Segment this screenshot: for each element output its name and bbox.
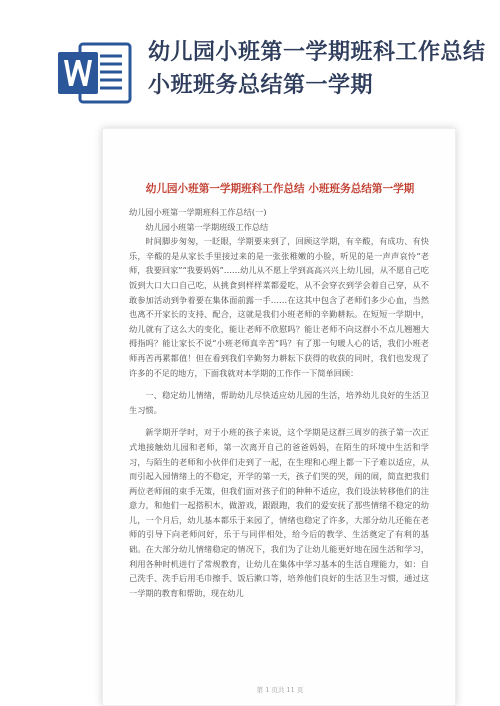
banner-title: 幼儿园小班第一学期班科工作总结小班班务总结第一学期 [148, 40, 486, 98]
paragraph-intro: 时间脚步匆匆，一眨眼，学期要来到了，回顾这学期，有辛酸，有成功、有快乐，辛酸的是从家长手里接过来的是一张张稚嫩的小脸，听见的是一声声哀怜“老师，我要回家”“我要妈妈”……幼儿从不愿上学到高高兴兴上幼儿园，从不愿自己吃饭到大口大口自己吃，从挑食到样样菜都爱吃，从不会穿衣到学会着自己穿，从不敢参加活动到争着要在集体面前露一手……在这其中包含了老师们多少心血，当然也离不开家长的支持、配合，这就是我们小班老师的辛勤耕耘。在短短一学期中，幼儿就有了这么大的变化，能让老师不欣慰吗？能让老师不向这群小不点儿翘翘大拇指吗？能让家长不说“小班老师真辛苦”吗？有了那一句暖人心的话，我们小班老师再苦再累都值！但在看到我们辛勤努力耕耘下获得的收获的同时，我们也发现了许多的不足的地方，下面我就对本学期的工作作一下简单回顾： [129, 236, 429, 378]
banner [0, 0, 500, 118]
document-page [102, 128, 456, 706]
document-title: 幼儿园小班第一学期班科工作总结 小班班务总结第一学期 [145, 183, 415, 195]
page-number: 第 1 页共 11 页 [256, 686, 304, 694]
paragraph-subheading: 幼儿园小班第一学期班级工作总结 [145, 221, 269, 232]
document-body [129, 205, 429, 600]
word-document-icon [56, 40, 134, 106]
paragraph-section-1: 一、稳定幼儿情绪，帮助幼儿尽快适应幼儿园的生活，培养幼儿良好的生活卫生习惯。 [129, 390, 429, 415]
paragraph-body: 新学期开学时，对于小班的孩子来说，这个学期是这群三周岁的孩子第一次正式地接触幼儿园和老师，第一次离开自己的爸爸妈妈，在陌生的环境中生活和学习，与陌生的老师和小伙伴们走到了一起，在生理和心理上都一下子难以适应，从而引起入园情绪上的不稳定，开学的第一天，孩子们哭的哭，闹的闹，简直把我们两位老师闹的束手无策，但我们面对孩子们的种种不适应，我们设法转移他们的注意力，和他们一起搭积木，做游戏，跟跟跑，我们的爱安抚了那些情绪不稳定的幼儿，一个月后，幼儿基本都乐于来园了，情绪也稳定了许多，大部分幼儿还能在老师的引导下向老师问好，乐于与同伴相处，给今后的教学、生活奠定了有利的基础。在大部分幼儿情绪稳定的情况下，我们为了让幼儿能更好地在园生活和学习，利用各种时机进行了常规教育，让幼儿在集体中学习基本的生活自理能力，如：自己洗手、洗手后用毛巾擦手、饭后漱口等，培养他们良好的生活卫生习惯，通过这一学期的教育和帮助，现在幼儿 [129, 427, 429, 598]
paragraph-heading-1: 幼儿园小班第一学期班科工作总结(一) [129, 207, 267, 217]
